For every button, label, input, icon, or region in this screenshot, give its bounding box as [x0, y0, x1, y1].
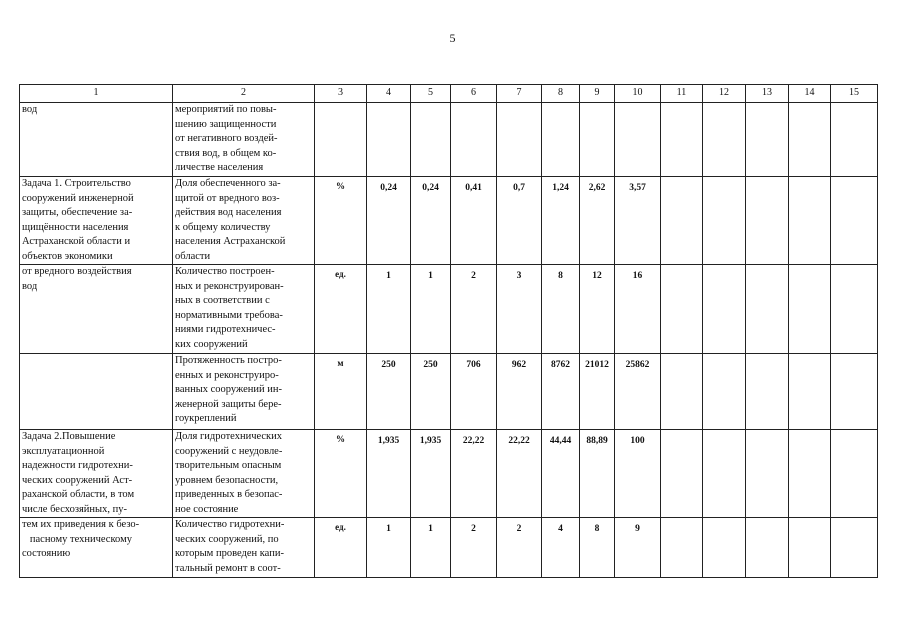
empty-cell	[661, 430, 703, 518]
value-cell: 100	[615, 430, 661, 518]
page-number: 5	[449, 31, 456, 45]
header-cell: 10	[615, 85, 661, 103]
empty-cell	[661, 518, 703, 578]
empty-cell	[703, 265, 746, 354]
task-cell: Задача 1. Строительство сооружений инженерной защиты, обеспечение за- щищённости населения Астраханской области и объектов экономики	[20, 177, 173, 265]
value-cell	[497, 103, 542, 177]
task-cell: Задача 2.Повышение эксплуатационной надежности гидротехни- ческих сооружений Аст- раханской области, в том числе бесхозяйных, пу-	[20, 430, 173, 518]
value-cell: 8	[542, 265, 580, 354]
header-cell: 3	[315, 85, 367, 103]
task-cell	[20, 354, 173, 430]
table-row	[20, 177, 878, 265]
value-cell: 9	[615, 518, 661, 578]
value-cell	[451, 103, 497, 177]
empty-cell	[746, 177, 789, 265]
value-cell: 0,7	[497, 177, 542, 265]
indicator-cell: мероприятий по повы- шению защищенности от негативного воздей- ствия вод, в общем ко- личестве населения	[173, 103, 315, 177]
value-cell: 2	[451, 265, 497, 354]
unit-cell: м	[315, 354, 367, 430]
table-row	[20, 265, 878, 354]
task-cell: от вредного воздействия вод	[20, 265, 173, 354]
empty-cell	[789, 265, 831, 354]
header-cell: 7	[497, 85, 542, 103]
empty-cell	[661, 354, 703, 430]
value-cell: 962	[497, 354, 542, 430]
empty-cell	[789, 518, 831, 578]
value-cell: 1,24	[542, 177, 580, 265]
header-cell: 4	[367, 85, 411, 103]
empty-cell	[831, 265, 878, 354]
value-cell: 3,57	[615, 177, 661, 265]
table-row	[20, 103, 878, 177]
empty-cell	[746, 518, 789, 578]
empty-cell	[789, 177, 831, 265]
empty-cell	[661, 265, 703, 354]
empty-cell	[746, 103, 789, 177]
empty-cell	[703, 430, 746, 518]
value-cell: 1,935	[367, 430, 411, 518]
header-cell: 13	[746, 85, 789, 103]
header-cell: 12	[703, 85, 746, 103]
unit-cell: %	[315, 177, 367, 265]
value-cell: 0,24	[411, 177, 451, 265]
value-cell: 250	[367, 354, 411, 430]
unit-cell: ед.	[315, 265, 367, 354]
indicator-cell: Доля гидротехнических сооружений с неудовле- творительным опасным уровнем безопасности, приведенных в безопас- ное состояние	[173, 430, 315, 518]
value-cell: 2	[497, 518, 542, 578]
header-row	[20, 85, 878, 103]
empty-cell	[661, 103, 703, 177]
empty-cell	[703, 177, 746, 265]
header-cell: 15	[831, 85, 878, 103]
value-cell: 1	[367, 265, 411, 354]
value-cell: 1,935	[411, 430, 451, 518]
empty-cell	[661, 177, 703, 265]
empty-cell	[703, 354, 746, 430]
table-row	[20, 354, 878, 430]
value-cell: 250	[411, 354, 451, 430]
unit-cell: %	[315, 430, 367, 518]
indicator-cell: Количество гидротехни- ческих сооружений, по которым проведен капи- тальный ремонт в соот-	[173, 518, 315, 578]
value-cell: 2	[451, 518, 497, 578]
empty-cell	[746, 430, 789, 518]
value-cell: 2,62	[580, 177, 615, 265]
value-cell: 25862	[615, 354, 661, 430]
value-cell: 16	[615, 265, 661, 354]
value-cell: 12	[580, 265, 615, 354]
value-cell	[580, 103, 615, 177]
value-cell: 0,41	[451, 177, 497, 265]
indicator-cell: Доля обеспеченного за- щитой от вредного воз- действия вод населения к общему количеству населения Астраханской области	[173, 177, 315, 265]
value-cell: 22,22	[497, 430, 542, 518]
empty-cell	[703, 103, 746, 177]
indicator-cell: Количество построен- ных и реконструирован- ных в соответствии с нормативными требова- ниями гидротехничес- ких сооружений	[173, 265, 315, 354]
indicator-cell: Протяженность постро- енных и реконструиро- ванных сооружений ин- женерной защиты бере- гоукреплений	[173, 354, 315, 430]
empty-cell	[746, 354, 789, 430]
header-cell: 9	[580, 85, 615, 103]
empty-cell	[831, 103, 878, 177]
value-cell: 21012	[580, 354, 615, 430]
unit-cell	[315, 103, 367, 177]
header-cell: 11	[661, 85, 703, 103]
empty-cell	[789, 103, 831, 177]
empty-cell	[831, 354, 878, 430]
value-cell: 1	[367, 518, 411, 578]
value-cell	[411, 103, 451, 177]
header-cell: 2	[173, 85, 315, 103]
value-cell	[367, 103, 411, 177]
task-cell: тем их приведения к безо- пасному техническому состоянию	[20, 518, 173, 578]
value-cell: 706	[451, 354, 497, 430]
header-cell: 8	[542, 85, 580, 103]
empty-cell	[789, 430, 831, 518]
value-cell: 1	[411, 265, 451, 354]
empty-cell	[831, 177, 878, 265]
header-cell: 5	[411, 85, 451, 103]
empty-cell	[831, 430, 878, 518]
unit-cell: ед.	[315, 518, 367, 578]
value-cell	[615, 103, 661, 177]
header-cell: 14	[789, 85, 831, 103]
empty-cell	[831, 518, 878, 578]
header-cell: 1	[20, 85, 173, 103]
value-cell: 4	[542, 518, 580, 578]
empty-cell	[789, 354, 831, 430]
value-cell: 3	[497, 265, 542, 354]
value-cell: 8	[580, 518, 615, 578]
value-cell	[542, 103, 580, 177]
empty-cell	[746, 265, 789, 354]
empty-cell	[703, 518, 746, 578]
value-cell: 0,24	[367, 177, 411, 265]
table-row	[20, 518, 878, 578]
value-cell: 22,22	[451, 430, 497, 518]
value-cell: 8762	[542, 354, 580, 430]
task-cell: вод	[20, 103, 173, 177]
header-cell: 6	[451, 85, 497, 103]
value-cell: 1	[411, 518, 451, 578]
value-cell: 88,89	[580, 430, 615, 518]
indicators-table	[19, 84, 878, 578]
value-cell: 44,44	[542, 430, 580, 518]
table-row	[20, 430, 878, 518]
